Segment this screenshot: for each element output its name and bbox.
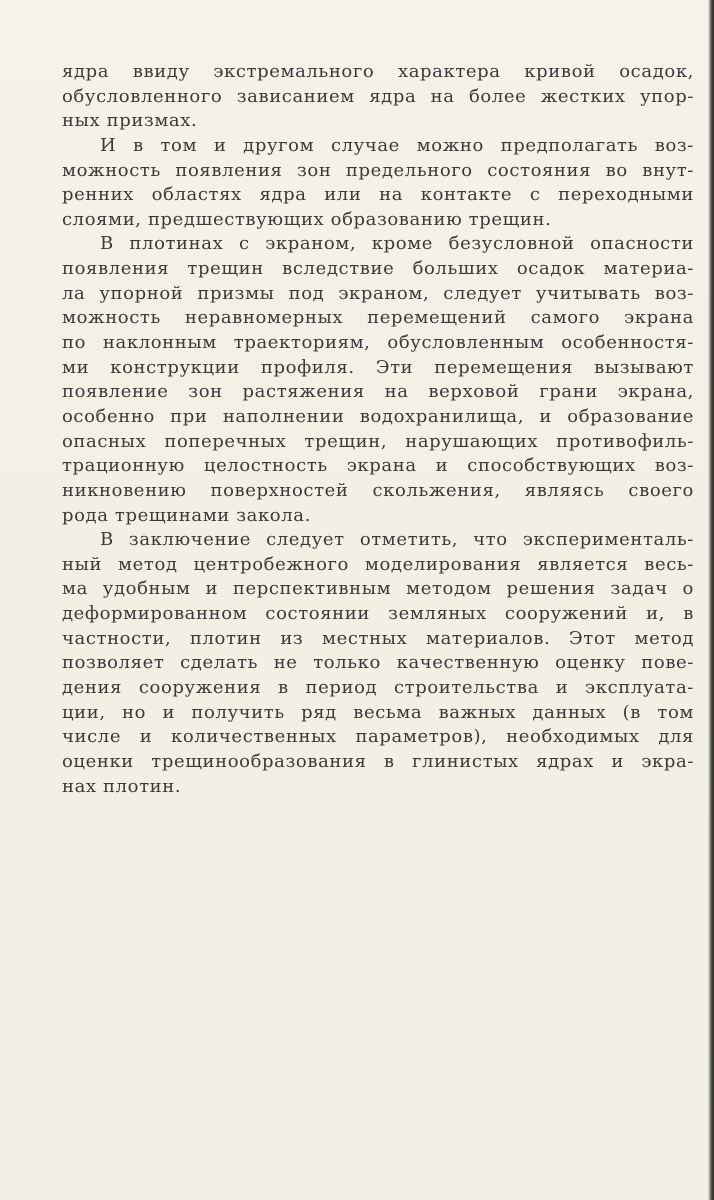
text-line: ла упорной призмы под экраном, следует учитывать воз- (62, 282, 694, 304)
text-line: деформированном состоянии земляных сооружений и, в (62, 603, 694, 625)
text-line: оценки трещинообразования в глинистых ядрах и экра- (62, 750, 694, 772)
text-line: В заключение следует отметить, что эксперименталь- (100, 529, 694, 551)
text-line: появление зон растяжения на верховой грани экрана, (62, 381, 694, 403)
paragraph-continued (62, 60, 694, 134)
paragraph (62, 134, 694, 233)
paragraph (62, 232, 694, 528)
text-line: появления трещин вследствие больших осадок материа- (62, 258, 694, 280)
text-line: ный метод центробежного моделирования является весь- (62, 553, 694, 575)
text-line: ных призмах. (62, 110, 198, 132)
text-line: особенно при наполнении водохранилища, и образование (62, 405, 694, 427)
text-line: рода трещинами закола. (62, 504, 311, 526)
text-line: позволяет сделать не только качественную оценку пове- (62, 652, 694, 674)
text-line: ядра ввиду экстремального характера кривой осадок, (62, 61, 694, 82)
text-block (62, 60, 694, 799)
text-line: трационную целостность экрана и способствующих воз- (62, 455, 694, 477)
text-line: частности, плотин из местных материалов. Этот метод (62, 627, 694, 649)
text-line: дения сооружения в период строительства и эксплуата- (62, 677, 694, 699)
text-line: ции, но и получить ряд весьма важных данных (в том (62, 701, 694, 723)
text-line: никновению поверхностей скольжения, являясь своего (62, 479, 694, 501)
scan-edge-shadow (708, 0, 714, 1200)
text-line: числе и количественных параметров), необходимых для (62, 726, 694, 748)
text-line: нах плотин. (62, 775, 182, 797)
text-line: можность появления зон предельного состояния во внут- (62, 159, 694, 181)
text-line: ма удобным и перспективным методом решения задач о (62, 578, 694, 600)
text-line: можность неравномерных перемещений самого экрана (62, 307, 694, 329)
text-line: ми конструкции профиля. Эти перемещения вызывают (62, 356, 694, 378)
text-line: по наклонным траекториям, обусловленным особенностя- (62, 332, 694, 354)
text-line: слоями, предшествующих образованию трещин. (62, 208, 552, 230)
text-line: И в том и другом случае можно предполагать воз- (100, 134, 694, 156)
text-line: В плотинах с экраном, кроме безусловной опасности (100, 233, 694, 255)
text-line: опасных поперечных трещин, нарушающих противофиль- (62, 430, 694, 452)
paragraph (62, 528, 694, 799)
text-line: обусловленного зависанием ядра на более жестких упор- (62, 85, 694, 107)
text-line: ренних областях ядра или на контакте с переходными (62, 184, 694, 206)
